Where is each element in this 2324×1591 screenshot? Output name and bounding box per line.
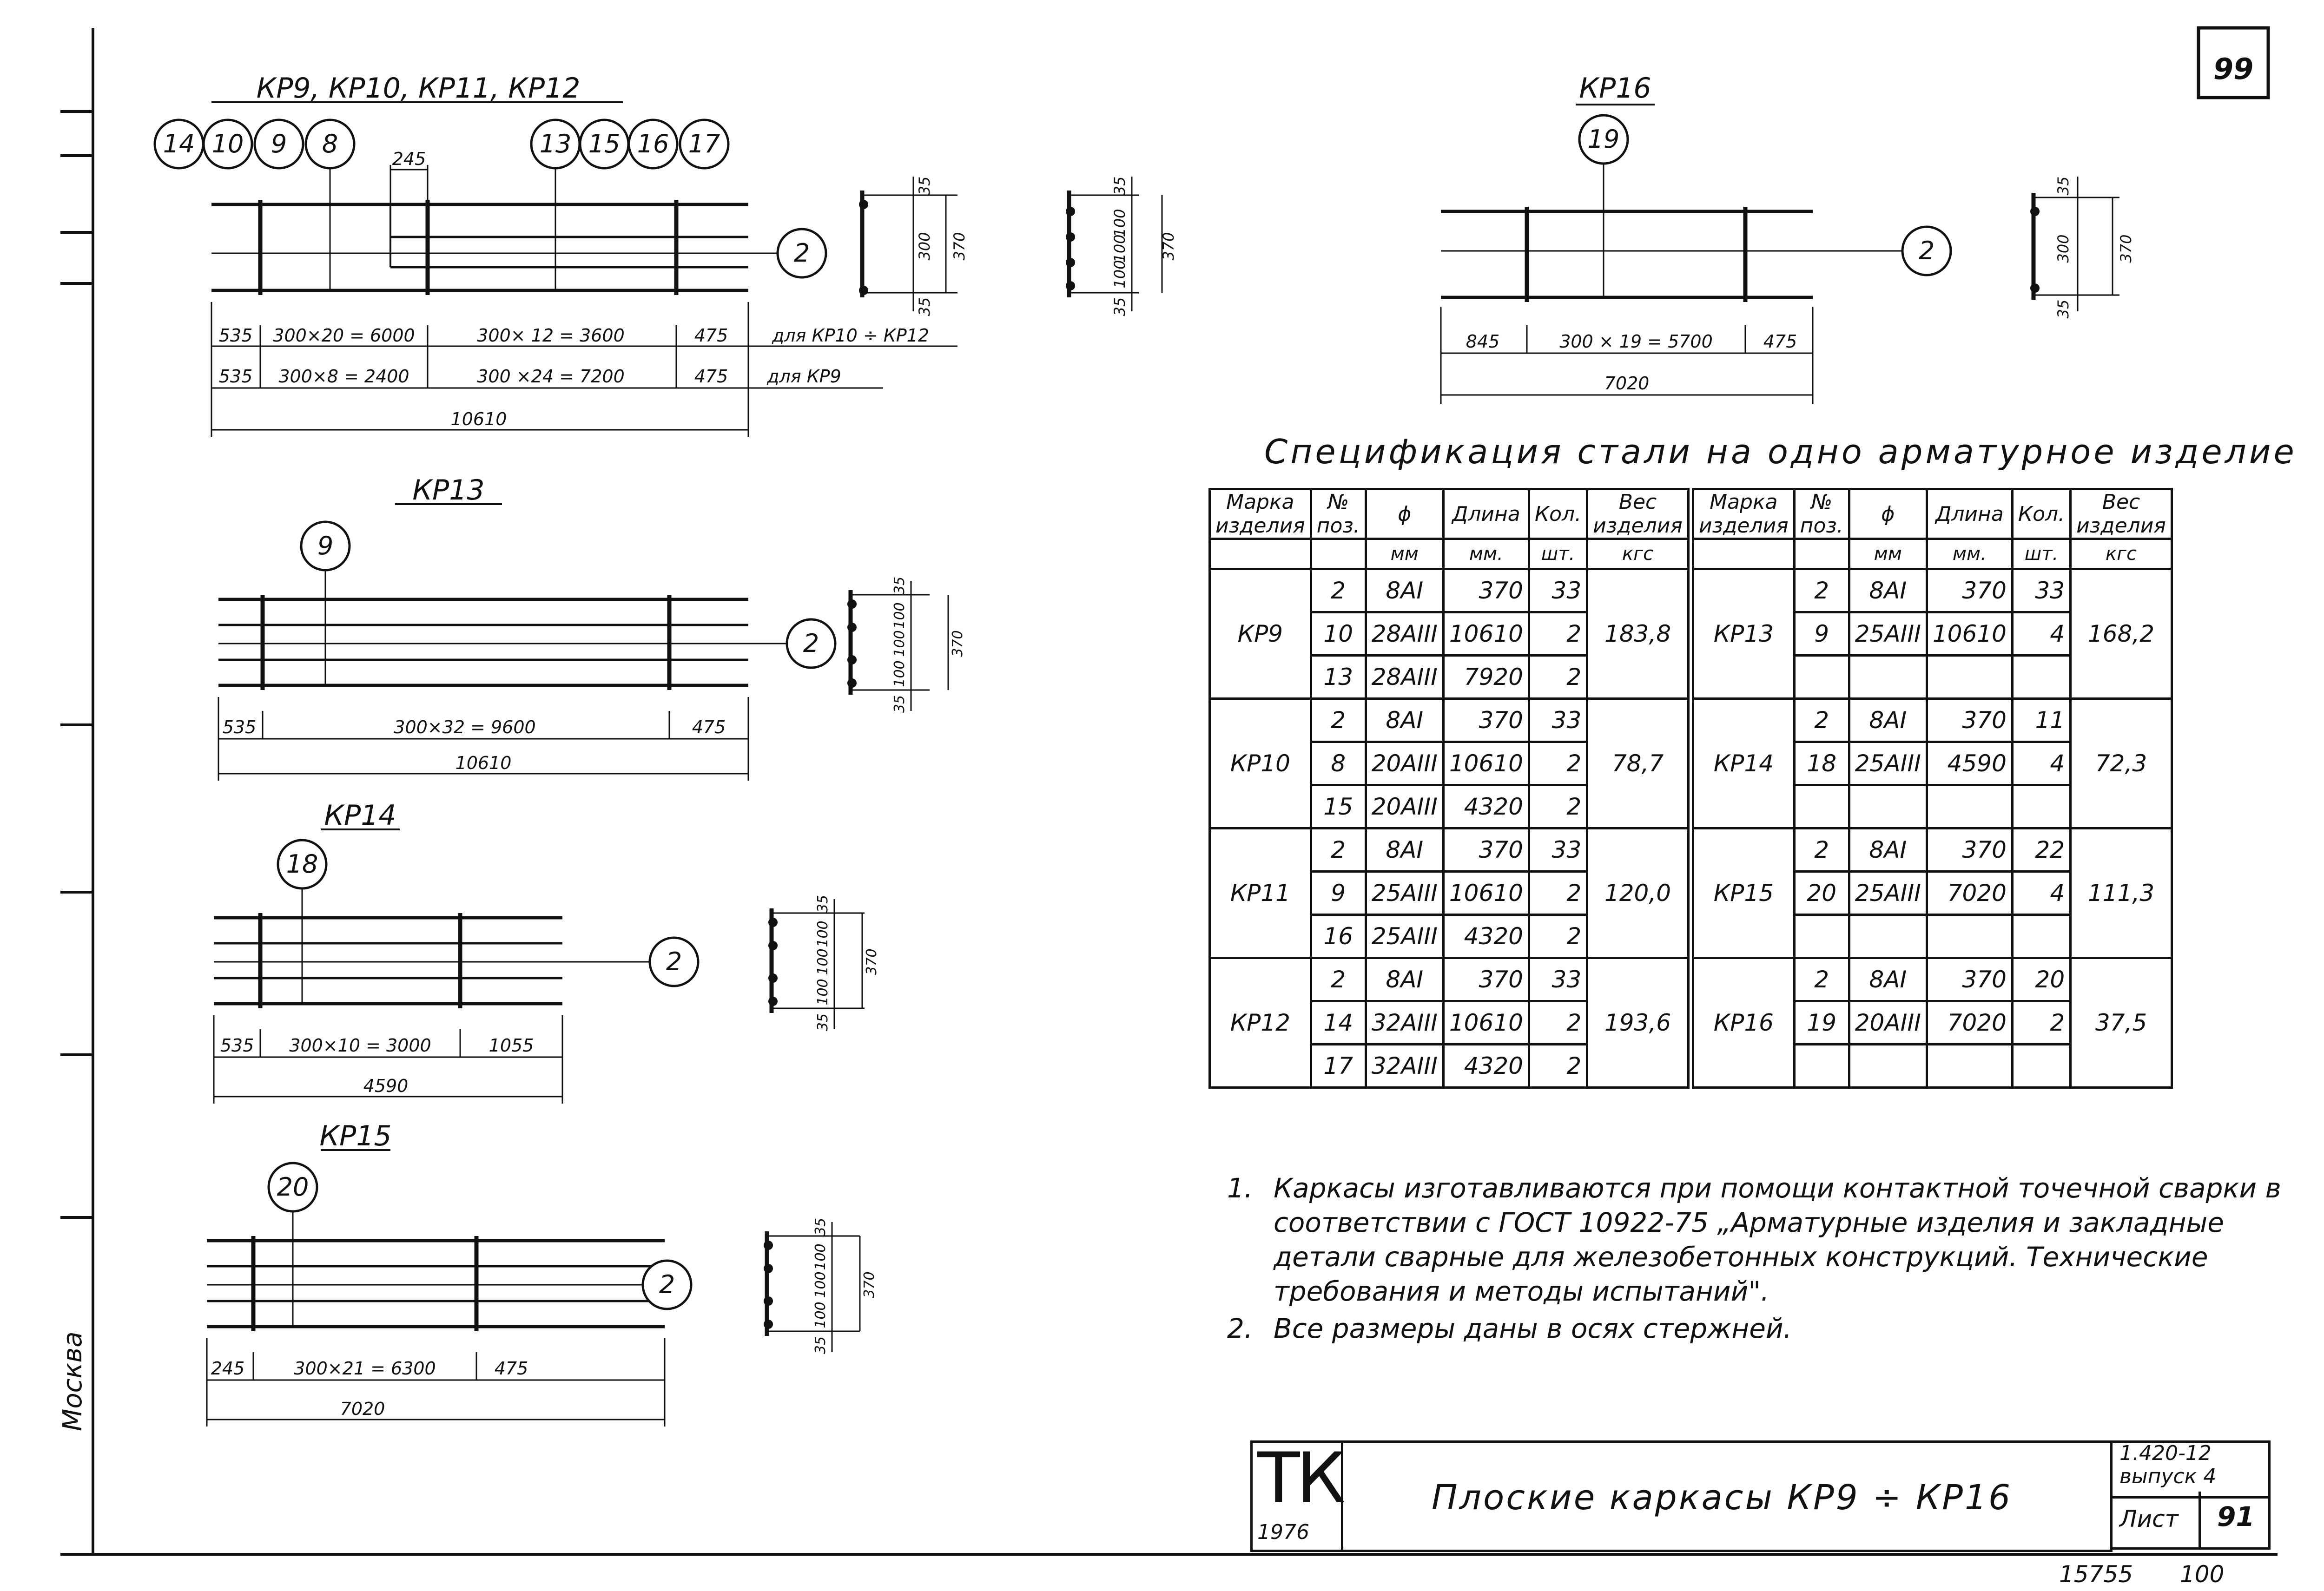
table-cell: 10610	[1443, 612, 1529, 656]
section-dim: 370	[861, 1271, 878, 1298]
table-cell: 2	[1529, 656, 1587, 699]
table-cell: 370	[1443, 569, 1529, 612]
table-cell: 8АI	[1849, 699, 1927, 742]
table-cell	[1849, 1045, 1927, 1088]
table-row	[1693, 699, 2172, 742]
section-dim: 370	[950, 630, 966, 657]
section-dim: 100	[1111, 234, 1129, 263]
drawing-title: КР13	[412, 474, 485, 506]
item-weight: 72,3	[2071, 699, 2172, 828]
table-row	[1210, 699, 1689, 742]
sheet-number: 99	[2213, 52, 2254, 86]
table-cell: 7020	[1927, 1001, 2012, 1045]
table-row	[1693, 958, 2172, 1001]
sheet-title: Плоские каркасы КР9 ÷ КР16	[1432, 1478, 2013, 1518]
table-cell: 8	[1311, 742, 1366, 785]
table-cell: 9	[1794, 612, 1849, 656]
section-dim: 100	[815, 920, 831, 947]
table-cell: 8АI	[1366, 958, 1443, 1001]
item-weight: 78,7	[1587, 699, 1689, 828]
section-dim: 35	[812, 1336, 829, 1354]
table-cell: 8АI	[1366, 828, 1443, 872]
table-cell: 14	[1311, 1001, 1366, 1045]
table-cell: 2	[1529, 1001, 1587, 1045]
col-header: ϕ	[1849, 489, 1927, 539]
dimension-total: 7020	[340, 1399, 385, 1419]
spec-table-left	[1208, 488, 1690, 1089]
table-cell: 370	[1443, 828, 1529, 872]
bubble-label: 9	[317, 531, 334, 560]
bubble-label: 18	[286, 849, 318, 879]
table-cell: 4	[2012, 872, 2070, 915]
table-cell: 25АIII	[1849, 872, 1927, 915]
table-cell: 2	[1311, 958, 1366, 1001]
item-mark: КР12	[1210, 958, 1311, 1088]
table-cell: 8АI	[1849, 958, 1927, 1001]
bubble-label: 20	[277, 1172, 309, 1202]
note-item	[1227, 1171, 2296, 1308]
section-dim: 35	[812, 1217, 829, 1236]
table-row	[1210, 828, 1689, 872]
table-cell: 370	[1927, 569, 2012, 612]
table-cell	[1849, 785, 1927, 828]
note-number: 2.	[1227, 1313, 1253, 1344]
table-cell	[1794, 656, 1849, 699]
section-dim: 100	[891, 602, 908, 629]
dimension-label: 1055	[489, 1035, 534, 1056]
section-dim: 35	[891, 695, 908, 713]
section-dim: 35	[1111, 297, 1129, 316]
table-cell: 22	[2012, 828, 2070, 872]
drawing-title: КР9, КР10, КР11, КР12	[256, 72, 581, 105]
drawing-title: КР15	[319, 1120, 392, 1152]
col-unit: мм.	[1443, 539, 1529, 569]
item-mark: КР11	[1210, 828, 1311, 958]
section-dim: 100	[812, 1271, 829, 1298]
section-dim: 35	[1111, 176, 1129, 196]
table-cell: 370	[1443, 958, 1529, 1001]
table-cell: 370	[1443, 699, 1529, 742]
table-cell: 20	[1794, 872, 1849, 915]
dimension-label: 300 ×24 = 7200	[477, 366, 625, 387]
table-cell	[1794, 1045, 1849, 1088]
table-cell: 16	[1311, 915, 1366, 958]
footer-number-left: 15755	[2059, 1561, 2133, 1588]
item-mark: КР13	[1693, 569, 1795, 699]
item-weight: 193,6	[1587, 958, 1689, 1088]
dimension-label: 535	[222, 717, 257, 737]
bubble-label: 10	[211, 129, 244, 158]
dimension-label: 475	[494, 1358, 528, 1379]
table-cell: 19	[1794, 1001, 1849, 1045]
footer-number-right: 100	[2180, 1561, 2225, 1588]
table-cell: 10610	[1927, 612, 2012, 656]
dimension-label: 475	[1763, 331, 1797, 352]
table-cell: 8АI	[1366, 569, 1443, 612]
dimension-note: для КР10 ÷ КР12	[772, 325, 929, 346]
bubble-label: 8	[322, 129, 338, 158]
table-cell: 2	[2012, 1001, 2070, 1045]
table-cell: 25АIII	[1849, 612, 1927, 656]
year: 1976	[1257, 1520, 1309, 1544]
col-unit	[1311, 539, 1366, 569]
table-cell: 370	[1927, 699, 2012, 742]
table-cell: 11	[2012, 699, 2070, 742]
bubble-label: 15	[588, 129, 621, 158]
item-weight: 37,5	[2071, 958, 2172, 1088]
col-unit	[1794, 539, 1849, 569]
table-cell: 4320	[1443, 1045, 1529, 1088]
table-cell: 2	[1529, 1045, 1587, 1088]
item-weight: 111,3	[2071, 828, 2172, 958]
section-dim: 370	[1160, 232, 1177, 261]
table-row	[1210, 569, 1689, 612]
table-cell: 17	[1311, 1045, 1366, 1088]
dimension-label: 300×8 = 2400	[278, 366, 409, 387]
table-cell	[1849, 656, 1927, 699]
dimension-label: 300×20 = 6000	[273, 325, 415, 346]
dimension-label: 845	[1466, 331, 1500, 352]
table-cell: 20	[2012, 958, 2070, 1001]
table-cell	[1794, 915, 1849, 958]
item-weight: 168,2	[2071, 569, 2172, 699]
section-dim: 100	[815, 948, 831, 975]
dimension-label: 475	[694, 325, 728, 346]
col-unit: шт.	[2012, 539, 2070, 569]
note-number: 1.	[1227, 1172, 1253, 1204]
col-header: Вес изделия	[2071, 489, 2172, 539]
spec-table-right	[1692, 488, 2173, 1089]
table-cell: 20АIII	[1366, 742, 1443, 785]
col-header: Кол.	[2012, 489, 2070, 539]
dimension-label: 475	[692, 717, 726, 737]
section-dim: 100	[1111, 260, 1129, 289]
table-cell: 25АIII	[1849, 742, 1927, 785]
table-cell: 8АI	[1849, 828, 1927, 872]
dimension-note: для КР9	[767, 366, 841, 387]
table-cell	[1927, 915, 2012, 958]
table-cell: 20АIII	[1849, 1001, 1927, 1045]
dimension-total: 10610	[455, 753, 512, 773]
dimension-total: 4590	[363, 1076, 409, 1096]
title-block	[1250, 1440, 2273, 1552]
section-dim: 100	[815, 979, 831, 1006]
table-cell	[1927, 785, 2012, 828]
section-dim: 370	[864, 948, 880, 975]
bubble-label: 16	[637, 129, 669, 158]
col-unit	[1693, 539, 1795, 569]
col-header: ϕ	[1366, 489, 1443, 539]
dimension-total: 10610	[450, 409, 507, 429]
table-row	[1693, 569, 2172, 612]
bubble-label: 2	[659, 1270, 675, 1299]
table-cell: 2	[1529, 612, 1587, 656]
table-cell: 2	[1794, 958, 1849, 1001]
table-cell: 4320	[1443, 915, 1529, 958]
table-cell: 10	[1311, 612, 1366, 656]
bubble-label: 19	[1587, 125, 1620, 154]
table-cell: 2	[1311, 699, 1366, 742]
table-cell: 2	[1311, 828, 1366, 872]
table-cell: 4590	[1927, 742, 2012, 785]
table-cell: 28АIII	[1366, 656, 1443, 699]
table-cell: 7020	[1927, 872, 2012, 915]
table-cell: 28АIII	[1366, 612, 1443, 656]
bubble-label: 2	[666, 947, 682, 976]
drawing-title: КР14	[324, 799, 396, 832]
bubble-label: 2	[1918, 236, 1935, 265]
drawing-title: КР16	[1579, 72, 1651, 105]
table-cell: 33	[2012, 569, 2070, 612]
table-cell: 18	[1794, 742, 1849, 785]
table-cell: 8АI	[1366, 699, 1443, 742]
table-cell	[2012, 1045, 2070, 1088]
bubble-label: 14	[163, 129, 195, 158]
item-weight: 183,8	[1587, 569, 1689, 699]
table-cell: 20АIII	[1366, 785, 1443, 828]
dimension-label: 245	[211, 1358, 245, 1379]
col-header: Кол.	[1529, 489, 1587, 539]
section-dim: 100	[812, 1243, 829, 1270]
col-header: № поз.	[1311, 489, 1366, 539]
col-unit: кгс	[2071, 539, 2172, 569]
sheet-label: Лист	[2119, 1506, 2179, 1532]
section-dim: 35	[2054, 176, 2072, 196]
col-unit: кгс	[1587, 539, 1689, 569]
dimension-label: 535	[220, 1035, 254, 1056]
section-dim: 370	[2117, 234, 2135, 263]
table-cell: 2	[1529, 915, 1587, 958]
col-unit	[1210, 539, 1311, 569]
dimension-label: 535	[218, 366, 253, 387]
dimension-label: 300×21 = 6300	[294, 1358, 436, 1379]
col-header: Длина	[1927, 489, 2012, 539]
col-unit: мм	[1366, 539, 1443, 569]
side-city-text: Москва	[58, 1331, 88, 1431]
table-cell: 2	[1529, 742, 1587, 785]
kp16-drawing	[1441, 105, 2119, 404]
table-cell: 25АIII	[1366, 915, 1443, 958]
table-cell: 2	[1529, 785, 1587, 828]
item-mark: КР16	[1693, 958, 1795, 1088]
dimension-label: 300 × 19 = 5700	[1559, 331, 1713, 352]
item-mark: КР15	[1693, 828, 1795, 958]
table-cell: 2	[1529, 872, 1587, 915]
kp9-12-section-a	[862, 177, 957, 311]
table-cell: 32АIII	[1366, 1045, 1443, 1088]
section-dim: 35	[815, 894, 831, 913]
sheet-value: 91	[2217, 1501, 2255, 1532]
dimension-label: 300×10 = 3000	[289, 1035, 431, 1056]
bubble-label: 17	[688, 129, 720, 158]
table-cell: 32АIII	[1366, 1001, 1443, 1045]
sheet-number-box	[2199, 28, 2268, 98]
table-cell: 10610	[1443, 742, 1529, 785]
col-unit: мм	[1849, 539, 1927, 569]
bubble-label: 2	[803, 629, 819, 658]
section-dim: 35	[2054, 299, 2072, 319]
table-cell: 13	[1311, 656, 1366, 699]
note-text: Каркасы изготавливаются при помощи контактной точечной сварки в соответствии с ГОСТ 10922-75 „Арматурные изделия и закладные детали сварные для железобетонных конструкций. Технические требования и методы испытаний".	[1274, 1172, 2281, 1307]
org-logo: ТК	[1257, 1438, 1342, 1519]
dimension-label: 245	[392, 149, 426, 169]
section-dim: 35	[891, 576, 908, 595]
table-cell: 33	[1529, 569, 1587, 612]
doc-code: 1.420-12	[2119, 1441, 2212, 1465]
table-cell: 2	[1311, 569, 1366, 612]
dimension-total: 7020	[1604, 373, 1650, 394]
item-mark: КР9	[1210, 569, 1311, 699]
section-dim: 100	[1111, 209, 1129, 237]
bubble-label: 2	[793, 238, 810, 268]
table-cell	[2012, 656, 2070, 699]
table-cell	[2012, 785, 2070, 828]
col-header: Марка изделия	[1210, 489, 1311, 539]
spec-title: Спецификация стали на одно арматурное изделие	[1264, 432, 2297, 471]
table-cell: 9	[1311, 872, 1366, 915]
table-cell: 33	[1529, 699, 1587, 742]
table-cell: 4	[2012, 742, 2070, 785]
table-cell: 2	[1794, 569, 1849, 612]
table-row	[1693, 828, 2172, 872]
table-cell: 4320	[1443, 785, 1529, 828]
dimension-label: 300× 12 = 3600	[477, 325, 625, 346]
table-cell: 7920	[1443, 656, 1529, 699]
table-cell	[1927, 1045, 2012, 1088]
table-cell: 15	[1311, 785, 1366, 828]
table-cell: 25АIII	[1366, 872, 1443, 915]
table-cell	[1794, 785, 1849, 828]
col-header: Длина	[1443, 489, 1529, 539]
dimension-label: 300×32 = 9600	[394, 717, 536, 737]
col-unit: шт.	[1529, 539, 1587, 569]
table-cell: 10610	[1443, 872, 1529, 915]
table-cell: 8АI	[1849, 569, 1927, 612]
section-dim: 300	[2054, 234, 2072, 263]
notes	[1227, 1171, 2296, 1348]
note-item	[1227, 1311, 2296, 1346]
section-dim: 100	[891, 660, 908, 687]
table-cell	[1849, 915, 1927, 958]
dimension-label: 535	[218, 325, 253, 346]
table-cell: 33	[1529, 828, 1587, 872]
item-mark: КР10	[1210, 699, 1311, 828]
section-dim: 35	[916, 176, 933, 196]
issue: выпуск 4	[2119, 1465, 2217, 1488]
col-header: Вес изделия	[1587, 489, 1689, 539]
col-unit: мм.	[1927, 539, 2012, 569]
item-mark: КР14	[1693, 699, 1795, 828]
table-cell: 4	[2012, 612, 2070, 656]
section-dim: 100	[891, 630, 908, 657]
section-dim: 100	[812, 1302, 829, 1328]
bubble-label: 13	[539, 129, 572, 158]
col-header: Марка изделия	[1693, 489, 1795, 539]
table-cell	[1927, 656, 2012, 699]
section-dim: 35	[815, 1013, 831, 1032]
table-cell: 2	[1794, 699, 1849, 742]
col-header: № поз.	[1794, 489, 1849, 539]
section-dim: 370	[951, 232, 968, 261]
note-text: Все размеры даны в осях стержней.	[1274, 1313, 1792, 1344]
table-cell: 33	[1529, 958, 1587, 1001]
table-cell	[2012, 915, 2070, 958]
table-cell: 370	[1927, 828, 2012, 872]
table-cell: 370	[1927, 958, 2012, 1001]
table-cell: 2	[1794, 828, 1849, 872]
section-dim: 300	[916, 232, 933, 261]
table-cell: 10610	[1443, 1001, 1529, 1045]
item-weight: 120,0	[1587, 828, 1689, 958]
bubble-label: 9	[271, 129, 287, 158]
section-dim: 35	[916, 297, 933, 316]
dimension-label: 475	[694, 366, 728, 387]
table-row	[1210, 958, 1689, 1001]
